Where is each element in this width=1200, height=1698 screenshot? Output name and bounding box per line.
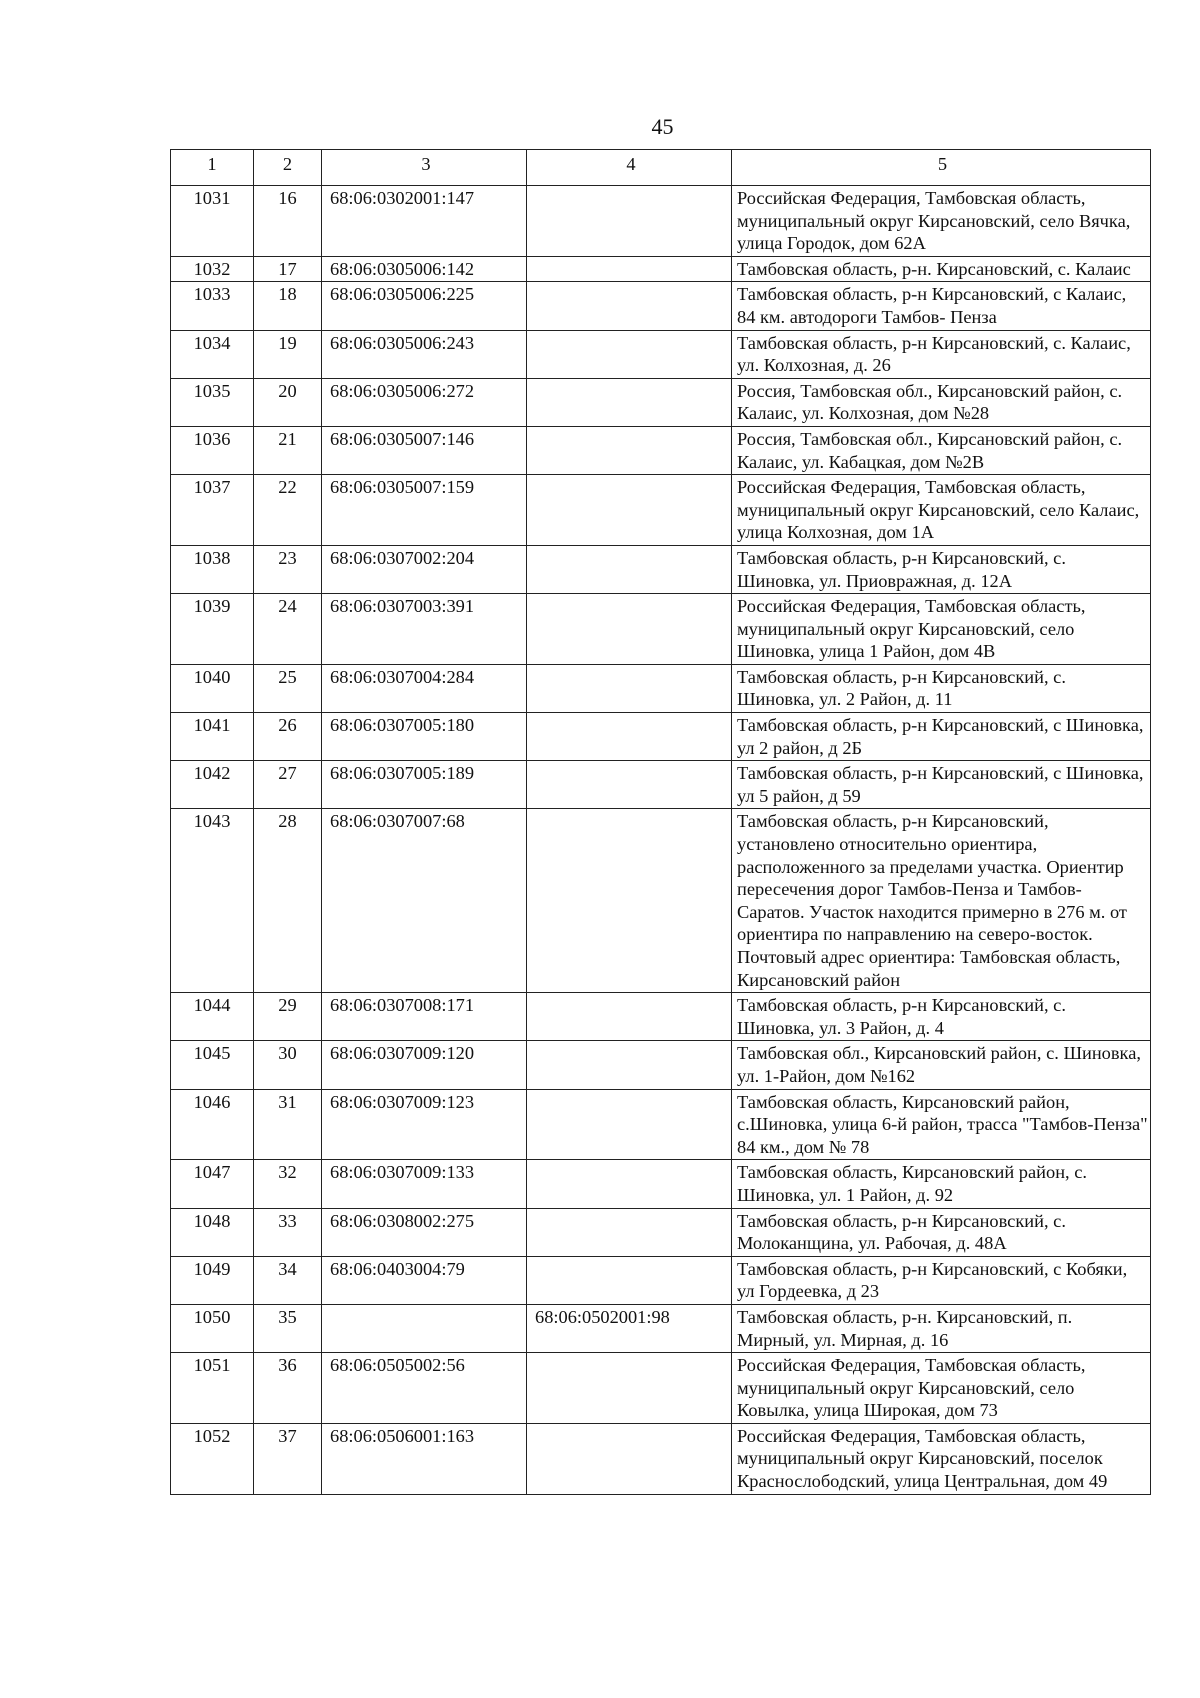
cadastral-number-alt-cell xyxy=(527,1353,732,1424)
address-cell: Тамбовская область, р-н Кирсановский, установлено относительно ориентира, расположенного за пределами участка. Ориентир пересечения дорог Тамбов-Пенза и Тамбов-Саратов. Участок находится примерно в 276 м. от ориентира по направлению на северо-восток. Почтовый адрес ориентира: Тамбовская область, Кирсановский район xyxy=(732,809,1151,993)
address-cell: Тамбовская область, р-н Кирсановский, с. Молоканщина, ул. Рабочая, д. 48А xyxy=(732,1208,1151,1256)
column-header-5: 5 xyxy=(732,150,1151,186)
item-number-cell: 29 xyxy=(254,993,322,1041)
cadastral-number-alt-cell xyxy=(527,186,732,257)
row-number-cell: 1032 xyxy=(171,256,254,282)
address-cell: Российская Федерация, Тамбовская область, муниципальный округ Кирсановский, поселок Краснослободский, улица Центральная, дом 49 xyxy=(732,1423,1151,1494)
address-cell: Тамбовская область, р-н Кирсановский, с Калаис, 84 км. автодороги Тамбов- Пенза xyxy=(732,282,1151,330)
table-row xyxy=(171,1423,1151,1494)
cadastral-number-cell: 68:06:0305007:146 xyxy=(322,426,527,474)
cadastral-number-cell: 68:06:0307003:391 xyxy=(322,594,527,665)
address-cell: Тамбовская обл., Кирсановский район, с. Шиновка, ул. 1-Район, дом №162 xyxy=(732,1041,1151,1089)
item-number-cell: 17 xyxy=(254,256,322,282)
address-cell: Тамбовская область, р-н Кирсановский, с. Шиновка, ул. Приовражная, д. 12А xyxy=(732,545,1151,593)
header-row xyxy=(171,150,1151,186)
cadastral-number-alt-cell xyxy=(527,664,732,712)
item-number-cell: 23 xyxy=(254,545,322,593)
address-cell: Тамбовская область, р-н Кирсановский, с. Калаис, ул. Колхозная, д. 26 xyxy=(732,330,1151,378)
cadastral-number-alt-cell xyxy=(527,256,732,282)
table-row xyxy=(171,475,1151,546)
item-number-cell: 26 xyxy=(254,713,322,761)
cadastral-number-alt-cell xyxy=(527,378,732,426)
cadastral-number-cell: 68:06:0307002:204 xyxy=(322,545,527,593)
row-number-cell: 1040 xyxy=(171,664,254,712)
table-row xyxy=(171,1160,1151,1208)
cadastral-number-alt-cell xyxy=(527,993,732,1041)
table-row xyxy=(171,1256,1151,1304)
row-number-cell: 1048 xyxy=(171,1208,254,1256)
item-number-cell: 34 xyxy=(254,1256,322,1304)
column-header-1: 1 xyxy=(171,150,254,186)
address-cell: Российская Федерация, Тамбовская область, муниципальный округ Кирсановский, село Шиновка, улица 1 Район, дом 4В xyxy=(732,594,1151,665)
item-number-cell: 28 xyxy=(254,809,322,993)
cadastral-number-alt-cell xyxy=(527,1208,732,1256)
cadastral-number-cell: 68:06:0307008:171 xyxy=(322,993,527,1041)
address-cell: Тамбовская область, р-н. Кирсановский, п. Мирный, ул. Мирная, д. 16 xyxy=(732,1304,1151,1352)
column-header-3: 3 xyxy=(322,150,527,186)
column-header-4: 4 xyxy=(527,150,732,186)
row-number-cell: 1034 xyxy=(171,330,254,378)
row-number-cell: 1031 xyxy=(171,186,254,257)
cadastral-number-cell: 68:06:0307009:123 xyxy=(322,1089,527,1160)
cadastral-number-cell: 68:06:0307009:120 xyxy=(322,1041,527,1089)
cadastral-number-alt-cell xyxy=(527,1041,732,1089)
row-number-cell: 1033 xyxy=(171,282,254,330)
table-row xyxy=(171,282,1151,330)
row-number-cell: 1049 xyxy=(171,1256,254,1304)
item-number-cell: 32 xyxy=(254,1160,322,1208)
cadastral-number-cell: 68:06:0307009:133 xyxy=(322,1160,527,1208)
table-row xyxy=(171,1304,1151,1352)
address-cell: Тамбовская область, Кирсановский район, с. Шиновка, ул. 1 Район, д. 92 xyxy=(732,1160,1151,1208)
property-table xyxy=(170,149,1151,1495)
row-number-cell: 1043 xyxy=(171,809,254,993)
row-number-cell: 1045 xyxy=(171,1041,254,1089)
address-cell: Российская Федерация, Тамбовская область, муниципальный округ Кирсановский, село Вячка, улица Городок, дом 62А xyxy=(732,186,1151,257)
cadastral-number-cell: 68:06:0305006:272 xyxy=(322,378,527,426)
item-number-cell: 31 xyxy=(254,1089,322,1160)
table-row xyxy=(171,378,1151,426)
table-row xyxy=(171,664,1151,712)
cadastral-number-cell: 68:06:0307007:68 xyxy=(322,809,527,993)
cadastral-number-cell: 68:06:0307005:180 xyxy=(322,713,527,761)
table-row xyxy=(171,993,1151,1041)
address-cell: Россия, Тамбовская обл., Кирсановский район, с. Калаис, ул. Колхозная, дом №28 xyxy=(732,378,1151,426)
item-number-cell: 35 xyxy=(254,1304,322,1352)
table-row xyxy=(171,713,1151,761)
address-cell: Тамбовская область, р-н Кирсановский, с Шиновка, ул 2 район, д 2Б xyxy=(732,713,1151,761)
item-number-cell: 27 xyxy=(254,761,322,809)
row-number-cell: 1044 xyxy=(171,993,254,1041)
table-row xyxy=(171,1089,1151,1160)
cadastral-number-alt-cell xyxy=(527,1423,732,1494)
cadastral-number-alt-cell xyxy=(527,475,732,546)
table-row xyxy=(171,594,1151,665)
cadastral-number-cell: 68:06:0307004:284 xyxy=(322,664,527,712)
cadastral-number-alt-cell xyxy=(527,1089,732,1160)
address-cell: Тамбовская область, Кирсановский район, с.Шиновка, улица 6-й район, трасса "Тамбов-Пенза" 84 км., дом № 78 xyxy=(732,1089,1151,1160)
address-cell: Российская Федерация, Тамбовская область, муниципальный округ Кирсановский, село Ковылка, улица Широкая, дом 73 xyxy=(732,1353,1151,1424)
item-number-cell: 36 xyxy=(254,1353,322,1424)
address-cell: Тамбовская область, р-н Кирсановский, с Шиновка, ул 5 район, д 59 xyxy=(732,761,1151,809)
item-number-cell: 19 xyxy=(254,330,322,378)
table-row xyxy=(171,545,1151,593)
item-number-cell: 16 xyxy=(254,186,322,257)
cadastral-number-cell: 68:06:0302001:147 xyxy=(322,186,527,257)
row-number-cell: 1046 xyxy=(171,1089,254,1160)
cadastral-number-cell: 68:06:0305006:225 xyxy=(322,282,527,330)
table-row xyxy=(171,186,1151,257)
address-cell: Тамбовская область, р-н. Кирсановский, с. Калаис xyxy=(732,256,1151,282)
table-row xyxy=(171,1353,1151,1424)
address-cell: Тамбовская область, р-н Кирсановский, с Кобяки, ул Гордеевка, д 23 xyxy=(732,1256,1151,1304)
row-number-cell: 1047 xyxy=(171,1160,254,1208)
address-cell: Россия, Тамбовская обл., Кирсановский район, с. Калаис, ул. Кабацкая, дом №2В xyxy=(732,426,1151,474)
item-number-cell: 22 xyxy=(254,475,322,546)
cadastral-number-alt-cell xyxy=(527,594,732,665)
cadastral-number-cell: 68:06:0308002:275 xyxy=(322,1208,527,1256)
item-number-cell: 20 xyxy=(254,378,322,426)
row-number-cell: 1039 xyxy=(171,594,254,665)
cadastral-number-alt-cell xyxy=(527,809,732,993)
item-number-cell: 33 xyxy=(254,1208,322,1256)
item-number-cell: 30 xyxy=(254,1041,322,1089)
row-number-cell: 1041 xyxy=(171,713,254,761)
address-cell: Российская Федерация, Тамбовская область, муниципальный округ Кирсановский, село Калаис, улица Колхозная, дом 1А xyxy=(732,475,1151,546)
table-row xyxy=(171,1041,1151,1089)
cadastral-number-cell: 68:06:0305006:142 xyxy=(322,256,527,282)
item-number-cell: 37 xyxy=(254,1423,322,1494)
table-body xyxy=(171,186,1151,1495)
cadastral-number-cell: 68:06:0506001:163 xyxy=(322,1423,527,1494)
cadastral-number-cell: 68:06:0305006:243 xyxy=(322,330,527,378)
table-row xyxy=(171,809,1151,993)
item-number-cell: 21 xyxy=(254,426,322,474)
row-number-cell: 1051 xyxy=(171,1353,254,1424)
item-number-cell: 24 xyxy=(254,594,322,665)
table-row xyxy=(171,330,1151,378)
cadastral-number-alt-cell xyxy=(527,1160,732,1208)
address-cell: Тамбовская область, р-н Кирсановский, с. Шиновка, ул. 2 Район, д. 11 xyxy=(732,664,1151,712)
cadastral-number-alt-cell xyxy=(527,282,732,330)
cadastral-number-alt-cell: 68:06:0502001:98 xyxy=(527,1304,732,1352)
cadastral-number-cell: 68:06:0505002:56 xyxy=(322,1353,527,1424)
cadastral-number-alt-cell xyxy=(527,545,732,593)
row-number-cell: 1042 xyxy=(171,761,254,809)
item-number-cell: 25 xyxy=(254,664,322,712)
row-number-cell: 1037 xyxy=(171,475,254,546)
row-number-cell: 1052 xyxy=(171,1423,254,1494)
row-number-cell: 1035 xyxy=(171,378,254,426)
cadastral-number-cell: 68:06:0305007:159 xyxy=(322,475,527,546)
cadastral-number-cell xyxy=(322,1304,527,1352)
item-number-cell: 18 xyxy=(254,282,322,330)
table-row xyxy=(171,426,1151,474)
cadastral-number-alt-cell xyxy=(527,713,732,761)
row-number-cell: 1038 xyxy=(171,545,254,593)
cadastral-number-cell: 68:06:0307005:189 xyxy=(322,761,527,809)
cadastral-number-alt-cell xyxy=(527,330,732,378)
address-cell: Тамбовская область, р-н Кирсановский, с. Шиновка, ул. 3 Район, д. 4 xyxy=(732,993,1151,1041)
page-number: 45 xyxy=(651,114,674,139)
table-row xyxy=(171,256,1151,282)
cadastral-number-cell: 68:06:0403004:79 xyxy=(322,1256,527,1304)
row-number-cell: 1050 xyxy=(171,1304,254,1352)
cadastral-number-alt-cell xyxy=(527,426,732,474)
cadastral-number-alt-cell xyxy=(527,761,732,809)
column-header-2: 2 xyxy=(254,150,322,186)
table-row xyxy=(171,1208,1151,1256)
cadastral-number-alt-cell xyxy=(527,1256,732,1304)
table-row xyxy=(171,761,1151,809)
row-number-cell: 1036 xyxy=(171,426,254,474)
